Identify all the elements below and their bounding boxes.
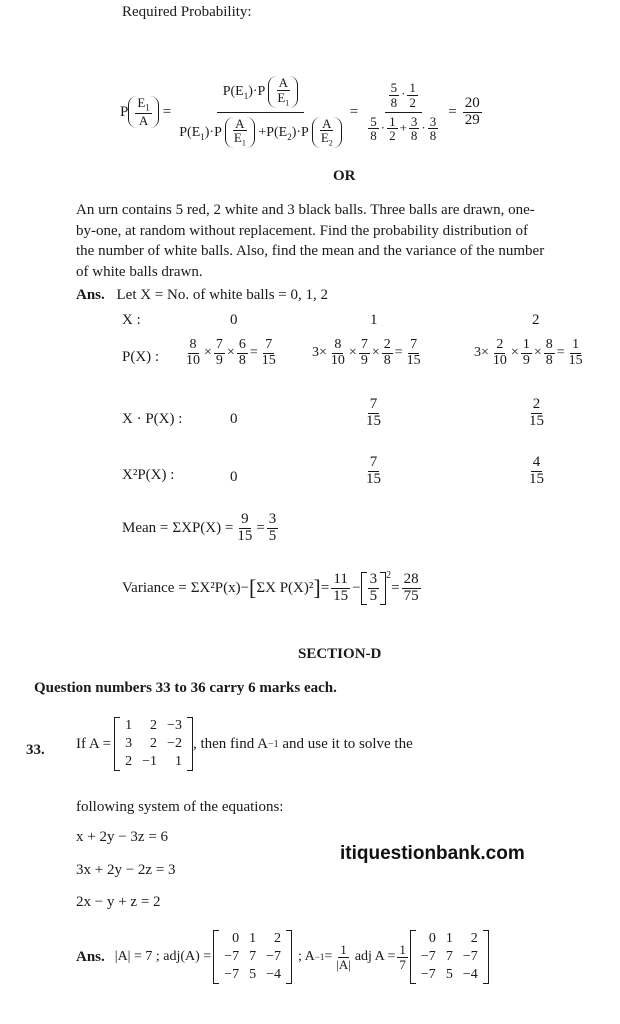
inv-f1d: |A| xyxy=(336,956,351,972)
bayes-result xyxy=(463,96,482,129)
xpx1-n: 7 xyxy=(369,396,378,412)
a-13: −3 xyxy=(167,718,182,733)
px1-rn: 7 xyxy=(410,337,418,352)
xpx2-d: 15 xyxy=(529,412,544,429)
px2-f2n: 1 xyxy=(522,337,530,352)
px1-f2n: 7 xyxy=(360,337,368,352)
xpx-row-label: X · P(X) : xyxy=(122,411,183,427)
x2px-row-label: X²P(X) : xyxy=(122,467,175,483)
px1-f2d: 9 xyxy=(360,352,368,368)
den-expr-2b: )·P xyxy=(291,124,309,140)
px0-rn: 7 xyxy=(265,337,273,352)
px2-f3n: 8 xyxy=(545,337,553,352)
lhs-num: E xyxy=(137,95,146,111)
adj-23: −7 xyxy=(266,949,282,964)
px1-f1d: 10 xyxy=(330,352,345,368)
adj-12: 1 xyxy=(249,931,257,946)
adj-11: 0 xyxy=(232,931,240,946)
inv-f2n: 1 xyxy=(399,941,406,957)
matrix-a xyxy=(114,717,193,771)
q33-matrix-line xyxy=(76,717,413,771)
px-1: 3× $\frac{8}{10}$ × $\frac{7}{9}$ × $\frac{2}{8}$ = $\frac{7}{15}$ xyxy=(312,337,421,368)
px2-f1n: 2 xyxy=(496,337,504,352)
inv-11: 0 xyxy=(428,931,436,946)
adj-21: −7 xyxy=(224,949,240,964)
a-33: 1 xyxy=(174,754,182,769)
den-expr-1sub: 1 xyxy=(200,131,205,142)
adj-13: 2 xyxy=(274,931,282,946)
inv-31: −7 xyxy=(420,967,436,982)
x-value-1: 1 xyxy=(370,312,378,328)
adj-31: −7 xyxy=(224,967,240,982)
var-f3d: 75 xyxy=(403,587,419,604)
inv-21: −7 xyxy=(420,949,436,964)
inv-mid: adj A = xyxy=(354,949,396,964)
let-text: Let X = No. of white balls = 0, 1, 2 xyxy=(116,287,328,303)
xpx-0: 0 xyxy=(230,411,238,427)
question-text xyxy=(76,200,544,282)
px2-rn: 1 xyxy=(572,337,580,352)
a-22: 2 xyxy=(150,736,158,751)
den-paren1-sub: 1 xyxy=(241,138,246,148)
question-number: 33. xyxy=(26,742,45,758)
heading-required-probability: Required Probability: xyxy=(122,4,252,20)
x2px2-n: 4 xyxy=(532,454,541,470)
lhs-den: A xyxy=(138,113,149,129)
equation-2: 3x + 2y − 2z = 3 xyxy=(76,862,176,878)
num-expr-sub: 1 xyxy=(243,90,249,101)
den-expr-1b: )·P xyxy=(204,124,222,140)
q33-tail-rest: and use it to solve the xyxy=(278,735,413,752)
result-den: 29 xyxy=(464,111,480,128)
section-subtitle: Question numbers 33 to 36 carry 6 marks each. xyxy=(34,680,337,696)
a-21: 3 xyxy=(125,736,133,751)
mean-f1n: 9 xyxy=(241,511,249,527)
x2px2-d: 15 xyxy=(529,470,544,487)
nv-5: 5 xyxy=(390,80,398,96)
px0-f1d: 10 xyxy=(186,352,200,368)
nv-2: 2 xyxy=(409,94,416,110)
question-line-1: An urn contains 5 red, 2 white and 3 black balls. Three balls are drawn, one- xyxy=(76,202,535,218)
px2-f3d: 8 xyxy=(545,352,553,368)
px1-f1n: 8 xyxy=(334,337,342,352)
q33-det: |A| = 7 ; adj(A) = xyxy=(114,949,212,964)
question-line-3: the number of white balls. Also, find the mean and the variance of the number xyxy=(76,243,545,259)
px-row-label: P(X) : xyxy=(122,349,160,365)
var-f3n: 28 xyxy=(403,571,419,587)
lhs-num-sub: 1 xyxy=(145,102,150,113)
inv-33: −4 xyxy=(462,967,478,982)
a-11: 1 xyxy=(125,718,133,733)
px0-f1n: 8 xyxy=(189,337,197,352)
var-f2d: 5 xyxy=(369,587,378,604)
nv-1: 1 xyxy=(409,80,416,96)
variance-label: Variance = xyxy=(122,579,187,596)
x-value-2: 2 xyxy=(532,312,540,328)
a-12: 2 xyxy=(150,718,158,733)
xpx-1 xyxy=(362,397,385,430)
px2-rd: 15 xyxy=(568,352,583,368)
inv-13: 2 xyxy=(470,931,478,946)
inv-23: −7 xyxy=(462,949,478,964)
paren-den-sub: 1 xyxy=(285,98,290,108)
x2px-2 xyxy=(525,455,548,488)
den-paren2-num: A xyxy=(322,115,332,131)
px2-f2d: 9 xyxy=(522,352,530,368)
px1-f3d: 8 xyxy=(383,352,391,368)
px0-f3n: 6 xyxy=(238,337,246,352)
den-plus: +P(E xyxy=(258,124,288,140)
px1-rd: 15 xyxy=(406,352,421,368)
px0-f2d: 9 xyxy=(215,352,223,368)
bayes-main-fraction xyxy=(177,76,344,148)
inv-12: 1 xyxy=(445,931,453,946)
den-paren1-num: A xyxy=(235,115,245,131)
lhs-paren xyxy=(128,96,158,128)
variance-line: Variance = ΣX²P(x)− [ ΣX P(X)² ] = $\frac{11}{15}$ − $\frac{3}{5}$ $^2$ = $\frac{28}{75}$ xyxy=(122,570,419,604)
dv-3b: 3 xyxy=(429,113,437,129)
mean-line: Mean = ΣXP(X) = $\frac{9}{15}$ = $\frac{3}{5}$ xyxy=(122,511,277,544)
section-title: SECTION-D xyxy=(298,646,382,662)
px0-f2n: 7 xyxy=(215,337,223,352)
den-paren2-sub: 2 xyxy=(328,138,333,148)
var-f1n: 11 xyxy=(333,571,348,587)
a-23: −2 xyxy=(167,736,182,751)
watermark-site: itiquestionbank.com xyxy=(340,843,525,864)
nv-8: 8 xyxy=(390,94,398,110)
var-f1d: 15 xyxy=(333,587,349,604)
var-bracket xyxy=(361,572,387,605)
or-label: OR xyxy=(333,168,356,184)
ans-label: Ans. xyxy=(76,287,105,303)
dv-8b: 8 xyxy=(410,128,418,144)
inv-text-a: ; A xyxy=(298,949,315,964)
inv-text-b: = xyxy=(324,949,333,964)
q33-line2: following system of the equations: xyxy=(76,799,284,815)
px1-f3n: 2 xyxy=(383,337,391,352)
var-f2n: 3 xyxy=(369,571,378,587)
var-expr-b: ΣX P(X)² xyxy=(256,579,314,596)
lhs-p: P xyxy=(120,103,129,120)
equation-1: x + 2y − 3z = 6 xyxy=(76,829,169,845)
px2-pre: 3× xyxy=(474,345,489,361)
a-31: 2 xyxy=(125,754,133,769)
q33-intro: If A = xyxy=(76,735,112,752)
den-expr-2sub: 2 xyxy=(287,131,292,142)
inv-f2d: 7 xyxy=(399,956,406,972)
px-0: $\frac{8}{10}$ × $\frac{7}{9}$ × $\frac{6}{8}$ = $\frac{7}{15}$ xyxy=(186,337,276,368)
x-value-0: 0 xyxy=(230,312,238,328)
dv-3a: 3 xyxy=(410,113,418,129)
mean-f1d: 15 xyxy=(237,527,253,544)
num-expr-b: )·P xyxy=(248,83,265,99)
x2px1-d: 15 xyxy=(366,470,381,487)
inv-f1n: 1 xyxy=(340,941,347,957)
paren-num: A xyxy=(278,74,288,90)
den-paren2-den: E xyxy=(320,130,329,146)
xpx2-n: 2 xyxy=(532,396,541,412)
q33-tail: , then find A xyxy=(192,735,268,752)
q33-ans-label: Ans. xyxy=(76,948,105,965)
dv-8: 8 xyxy=(370,128,377,144)
mean-label: Mean = xyxy=(122,519,169,536)
q33-tail-sup: −1 xyxy=(267,738,279,750)
px-2: 3× $\frac{2}{10}$ × $\frac{1}{9}$ × $\frac{8}{8}$ = $\frac{1}{15}$ xyxy=(474,337,583,368)
adj-matrix xyxy=(213,930,292,984)
equation-3: 2x − y + z = 2 xyxy=(76,894,161,910)
question-line-2: by-one, at random without replacement. Find the probability distribution of xyxy=(76,222,528,239)
question-line-4: of white balls drawn. xyxy=(76,263,203,280)
adj-33: −4 xyxy=(266,967,282,982)
den-expr-1a: P(E xyxy=(179,124,201,140)
num-expr-a: P(E xyxy=(222,83,244,99)
a-32: −1 xyxy=(142,754,158,769)
paren-den: E xyxy=(277,89,286,105)
lhs-fraction xyxy=(135,96,151,128)
px1-pre: 3× xyxy=(312,345,327,361)
inv-32: 5 xyxy=(445,967,453,982)
dv-8c: 8 xyxy=(429,128,437,144)
adj-22: 7 xyxy=(249,949,257,964)
px2-f1d: 10 xyxy=(492,352,507,368)
inverse-matrix xyxy=(410,930,489,984)
dv-5: 5 xyxy=(370,113,377,129)
px0-f3d: 8 xyxy=(238,352,246,368)
inv-22: 7 xyxy=(445,949,453,964)
bayes-formula: P $\frac{E_1}{A}$ = $P(E_1)\cdot P$ $\frac{A}{E_1}$ $P(E_1)\cdot P$ $\frac{A}{E_1}$ $+P(E_2)\cdot P$ $\frac{A}{E_2}$ = $\frac{5}{8}$ · $\frac{1}{2}$ $\frac{5}{8}$ · $\frac{1}{2}$ + $\frac{3}{8}$ · $\frac{3}{8}$ = $\frac{20}{29}$ xyxy=(120,74,480,148)
den-paren1-den: E xyxy=(233,130,242,146)
mean-expr: ΣXP(X) = xyxy=(172,519,234,536)
answer-let-line xyxy=(76,287,328,304)
dv-1: 1 xyxy=(389,113,396,129)
xpx1-d: 15 xyxy=(366,412,381,429)
mean-f2d: 5 xyxy=(268,527,277,544)
mean-f2n: 3 xyxy=(268,511,277,527)
q33-answer-line xyxy=(76,930,489,984)
x2px-1 xyxy=(362,455,385,488)
var-sq: 2 xyxy=(386,570,392,581)
result-num: 20 xyxy=(464,94,480,111)
px0-rd: 15 xyxy=(261,352,276,368)
xpx-2 xyxy=(525,397,548,430)
var-expr-a: ΣX²P(x)− xyxy=(190,579,250,596)
x2px1-n: 7 xyxy=(369,454,378,470)
adj-32: 5 xyxy=(249,967,257,982)
bayes-values-fraction: $\frac{5}{8}$ · $\frac{1}{2}$ $\frac{5}{8}$ · $\frac{1}{2}$ + $\frac{3}{8}$ · $\frac{3}{8}$ xyxy=(370,80,437,144)
inv-sup: −1 xyxy=(314,952,325,962)
x-row-label: X : xyxy=(122,312,141,328)
dv-2: 2 xyxy=(389,128,396,144)
x2px-0: 0 xyxy=(230,469,238,485)
